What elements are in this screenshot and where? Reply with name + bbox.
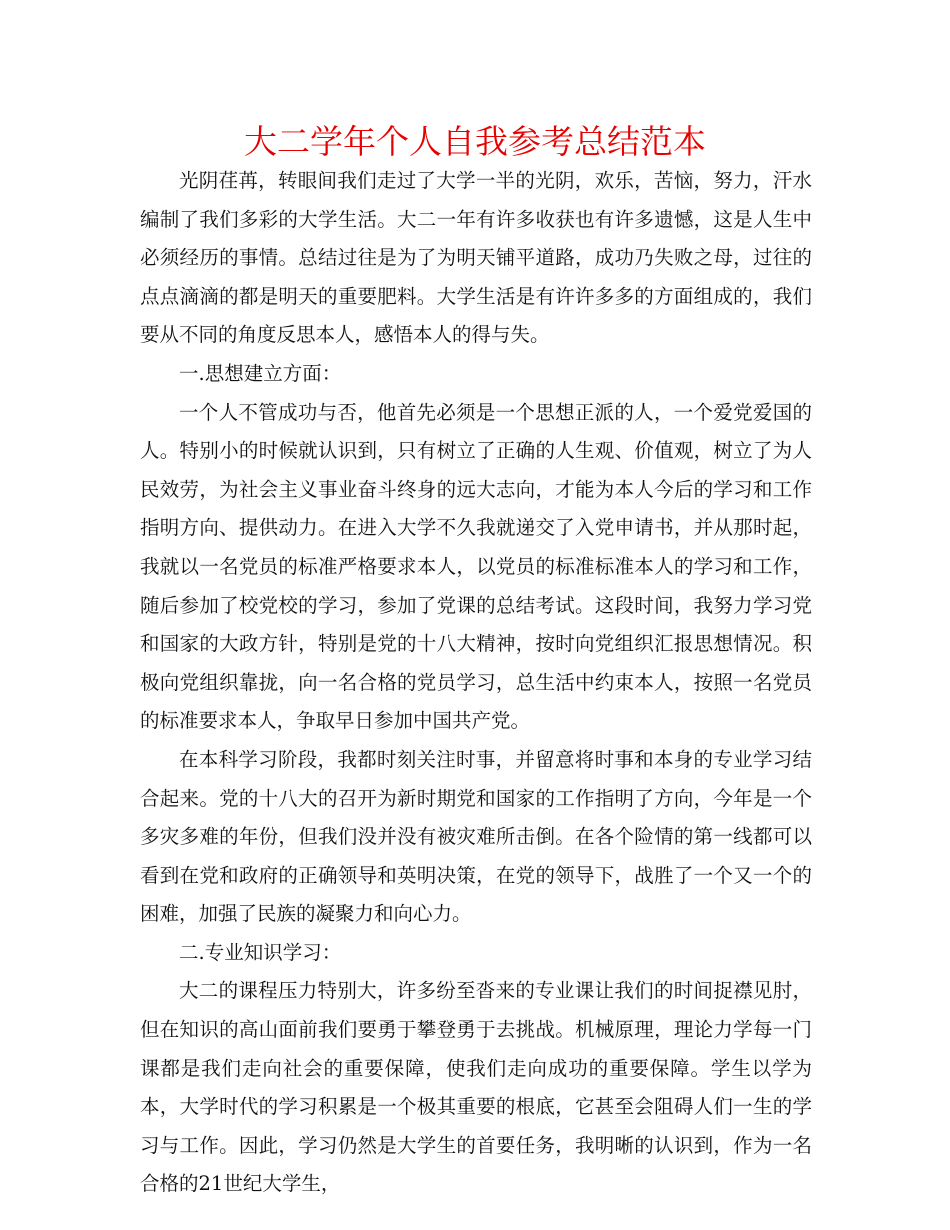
- ideology-paragraph: 一个人不管成功与否，他首先必须是一个思想正派的人，一个爱党爱国的人。特别小的时候就认识到，只有树立了正确的人生观、价值观，树立了为人民效劳，为社会主义事业奋斗终身的远大志向，才能为本人今后的学习和工作指明方向、提供动力。在进入大学不久我就递交了入党申请书，并从那时起，我就以一名党员的标准严格要求本人，以党员的标准标准本人的学习和工作，随后参加了校党校的学习，参加了党课的总结考试。这段时间，我努力学习党和国家的大政方针，特别是党的十八大精神，按时向党组织汇报思想情况。积极向党组织靠拢，向一名合格的党员学习，总生活中约束本人，按照一名党员的标准要求本人，争取早日参加中国共产党。: [140, 400, 812, 733]
- section-heading-study: 二.专业知识学习：: [179, 940, 342, 964]
- study-paragraph: 大二的课程压力特别大，许多纷至沓来的专业课让我们的时间捉襟见肘，但在知识的高山面前我们要勇于攀登勇于去挑战。机械原理，理论力学每一门课都是我们走向社会的重要保障，使我们走向成功的重要保障。学生以学为本，大学时代的学习积累是一个极其重要的根底，它甚至会阻碍人们一生的学习与工作。因此，学习仍然是大学生的首要任务，我明晰的认识到，作为一名合格的21世纪大学生，: [140, 979, 812, 1196]
- current-affairs-paragraph: 在本科学习阶段，我都时刻关注时事，并留意将时事和本身的专业学习结合起来。党的十八大的召开为新时期党和国家的工作指明了方向，今年是一个多灾多难的年份，但我们没并没有被灾难所击倒。在各个险情的第一线都可以看到在党和政府的正确领导和英明决策，在党的领导下，战胜了一个又一个的困难，加强了民族的凝聚力和向心力。: [140, 747, 812, 926]
- document-title: 大二学年个人自我参考总结范本: [244, 122, 706, 161]
- document-body: [140, 162, 812, 1204]
- section-heading-ideology: 一.思想建立方面：: [179, 361, 342, 385]
- intro-paragraph: 光阴荏苒，转眼间我们走过了大学一半的光阴，欢乐，苦恼，努力，汗水编制了我们多彩的大学生活。大二一年有许多收获也有许多遗憾，这是人生中必须经历的事情。总结过往是为了为明天铺平道路，成功乃失败之母，过往的点点滴滴的都是明天的重要肥料。大学生活是有许许多多的方面组成的，我们要从不同的角度反思本人，感悟本人的得与失。: [140, 169, 812, 347]
